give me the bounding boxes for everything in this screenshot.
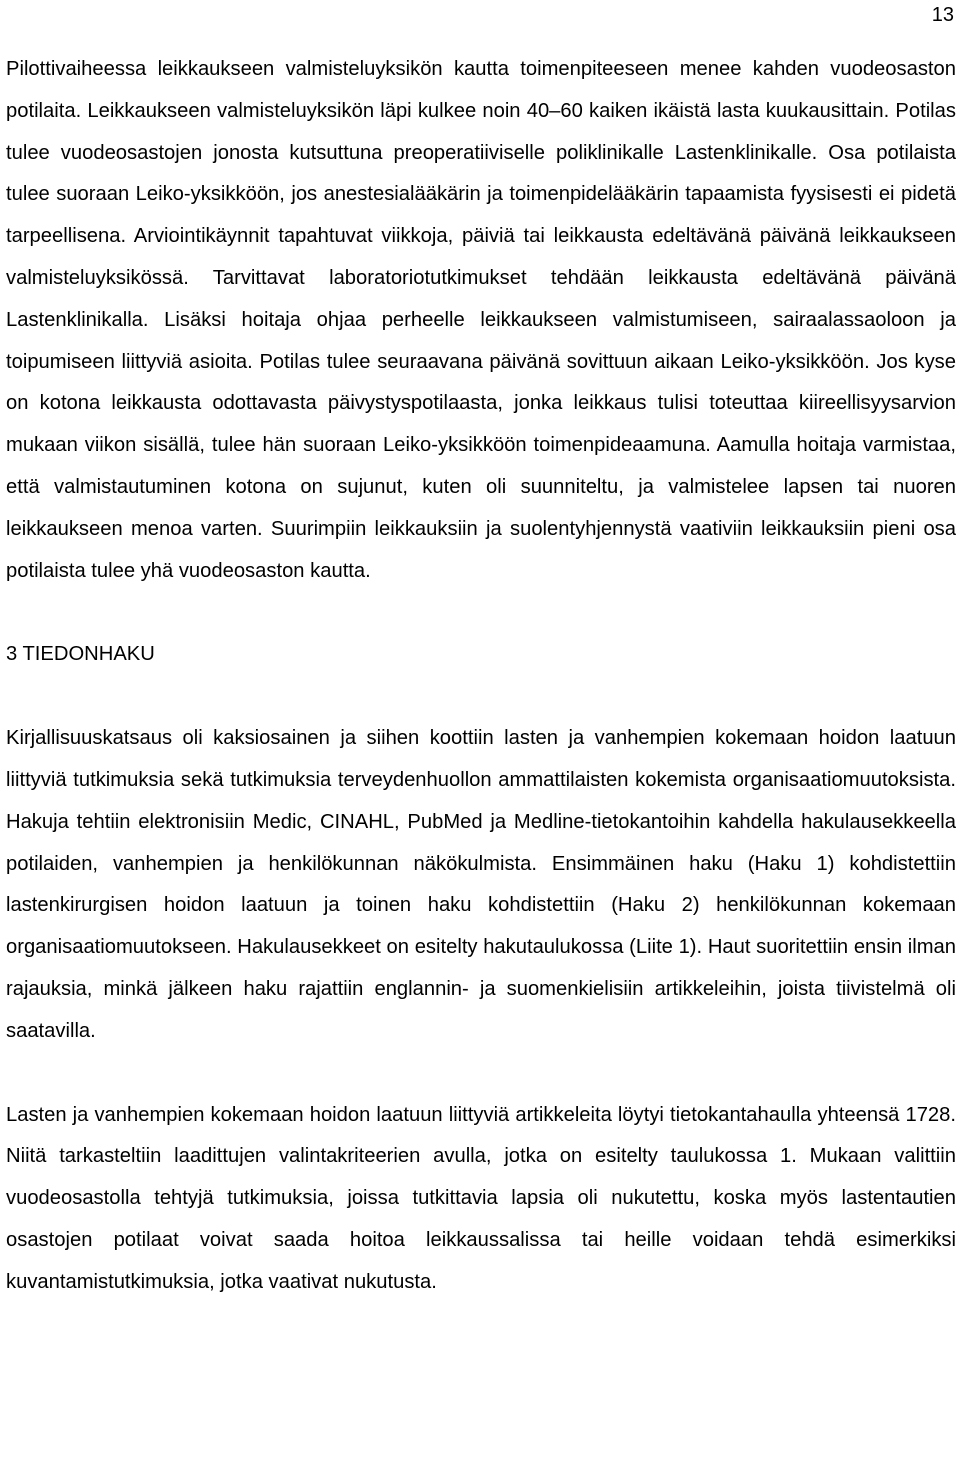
paragraph-pilot-phase: Pilottivaiheessa leikkaukseen valmisteluyksikön kautta toimenpiteeseen menee kahden vuodeosaston potilaita. Leikkaukseen valmisteluyksikön läpi kulkee noin 40–60 kaiken ikäistä lasta kuukausittain. Potilas tulee vuodeosastojen jonosta kutsuttuna preoperatiiviselle poliklinikalle Lastenklinikalle. Osa potilaista tulee suoraan Leiko-yksikköön, jos anestesialääkärin ja toimenpidelääkärin tapaamista fyysisesti ei pidetä tarpeellisena. Arviointikäynnit tapahtuvat viikkoja, päiviä tai leikkausta edeltävänä päivänä leikkaukseen valmisteluyksikössä. Tarvittavat laboratoriotutkimukset tehdään leikkausta edeltävänä päivänä Lastenklinikalla. Lisäksi hoitaja ohjaa perheelle leikkaukseen valmistumiseen, sairaalassaoloon ja toipumiseen liittyviä asioita. Potilas tulee seuraavana päivänä sovittuun aikaan Leiko-yksikköön. Jos kyse on kotona leikkausta odottavasta päivystyspotilaasta, jonka leikkaus tulisi toteuttaa kiireellisyysarvion mukaan viikon sisällä, tulee hän suoraan Leiko-yksikköön toimenpideaamuna. Aamulla hoitaja varmistaa, että valmistautuminen kotona on sujunut, kuten oli suunniteltu, ja valmistelee lapsen tai nuoren leikkaukseen menoa varten. Suurimpiin leikkauksiin ja suolentyhjennystä vaativiin leikkauksiin pieni osa potilaista tulee yhä vuodeosaston kautta. <box>6 58 956 582</box>
paragraph-spacer <box>6 1053 956 1095</box>
paragraph-literature-review: Kirjallisuuskatsaus oli kaksiosainen ja siihen koottiin lasten ja vanhempien kokemaan hoidon laatuun liittyviä tutkimuksia sekä tutkimuksia terveydenhuollon ammattilaisten kokemista organisaatiomuutoksista. Hakuja tehtiin elektronisiin Medic, CINAHL, PubMed ja Medline-tietokantoihin kahdella hakulausekkeella potilaiden, vanhempien ja henkilökunnan näkökulmista. Ensimmäinen haku (Haku 1) kohdistettiin lastenkirurgisen hoidon laatuun ja toinen haku kohdistettiin (Haku 2) henkilökunnan kokemaan organisaatiomuutokseen. Hakulausekkeet on esitelty hakutaulukossa (Liite 1). Haut suoritettiin ensin ilman rajauksia, minkä jälkeen haku rajattiin englannin- ja suomenkielisiin artikkeleihin, joista tiivistelmä oli saatavilla. <box>6 727 956 1042</box>
document-body <box>6 49 956 1304</box>
paragraph-search-results: Lasten ja vanhempien kokemaan hoidon laatuun liittyviä artikkeleita löytyi tietokantahaulla yhteensä 1728. Niitä tarkasteltiin laadittujen valintakriteerien avulla, jotka on esitelty taulukossa 1. Mukaan valittiin vuodeosastolla tehtyjä tutkimuksia, joissa tutkittavia lapsia oli nukutettu, koska myös lastentautien osastojen potilaat voivat saada hoitoa leikkaussalissa tai heille voidaan tehdä esimerkiksi kuvantamistutkimuksia, jotka vaativat nukutusta. <box>6 1103 956 1293</box>
paragraph-spacer <box>6 592 956 634</box>
page-number: 13 <box>931 4 954 26</box>
paragraph-spacer <box>6 676 956 718</box>
section-heading: 3 TIEDONHAKU <box>6 643 155 666</box>
